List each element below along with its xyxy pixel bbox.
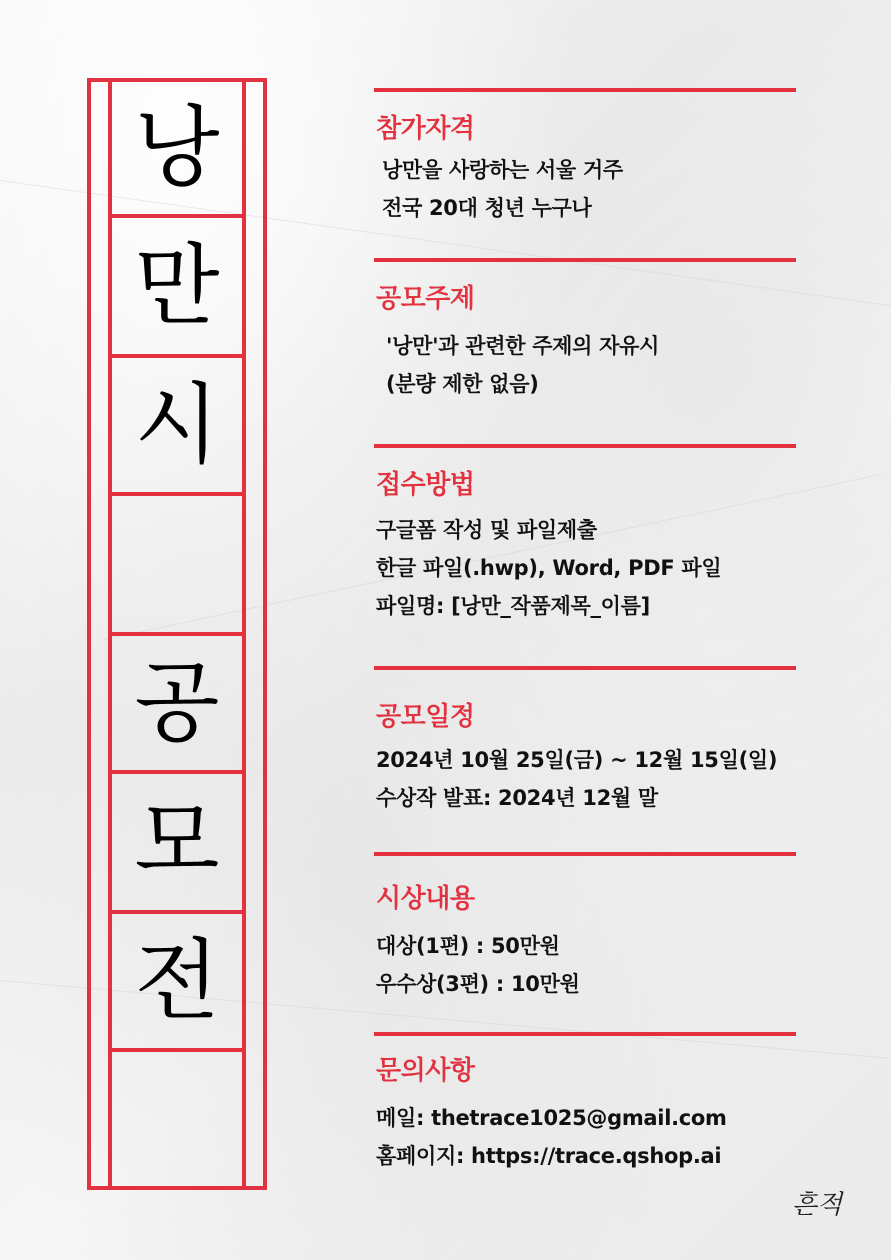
title-char: 모 [134, 790, 220, 893]
section-line: 2024년 10월 25일(금) ~ 12월 15일(일) [376, 748, 778, 772]
title-char: 만 [134, 234, 220, 337]
section-rule [374, 666, 796, 670]
section-rule [374, 852, 796, 856]
title-char: 전 [134, 929, 220, 1032]
section-line: (분량 제한 없음) [386, 372, 539, 396]
section-line: 전국 20대 청년 누구나 [382, 196, 592, 220]
title-char-empty [108, 496, 246, 632]
section-line: 한글 파일(.hwp), Word, PDF 파일 [376, 556, 722, 580]
brand-logo [786, 1182, 848, 1222]
title-char: 시 [134, 373, 220, 476]
section-line: 우수상(3편) : 10만원 [376, 972, 580, 996]
section-heading: 문의사항 [376, 1056, 475, 1086]
section-line: 낭만을 사랑하는 서울 거주 [382, 158, 623, 182]
section-line: 파일명: [낭만_작품제목_이름] [376, 594, 650, 618]
section-heading: 공모일정 [376, 702, 475, 732]
title-char: 낭 [134, 96, 220, 199]
section-rule [374, 444, 796, 448]
section-rule [374, 88, 796, 92]
section-heading: 참가자격 [376, 114, 475, 144]
section-rule [374, 1032, 796, 1036]
contact-email[interactable]: 메일: thetrace1025@gmail.com [376, 1106, 727, 1130]
contact-homepage[interactable]: 홈페이지: https://trace.qshop.ai [376, 1144, 722, 1168]
section-heading: 시상내용 [376, 884, 475, 914]
title-char-empty [108, 1052, 246, 1186]
section-heading: 공모주제 [376, 284, 475, 314]
title-char: 공 [134, 651, 220, 754]
section-line: 대상(1편) : 50만원 [376, 934, 560, 958]
section-line: 수상작 발표: 2024년 12월 말 [376, 786, 658, 810]
section-rule [374, 258, 796, 262]
section-line: '낭만'과 관련한 주제의 자유시 [386, 334, 660, 358]
section-line: 구글폼 작성 및 파일제출 [376, 518, 597, 542]
logo-text: 흔적 [791, 1189, 843, 1220]
section-heading: 접수방법 [376, 470, 475, 500]
